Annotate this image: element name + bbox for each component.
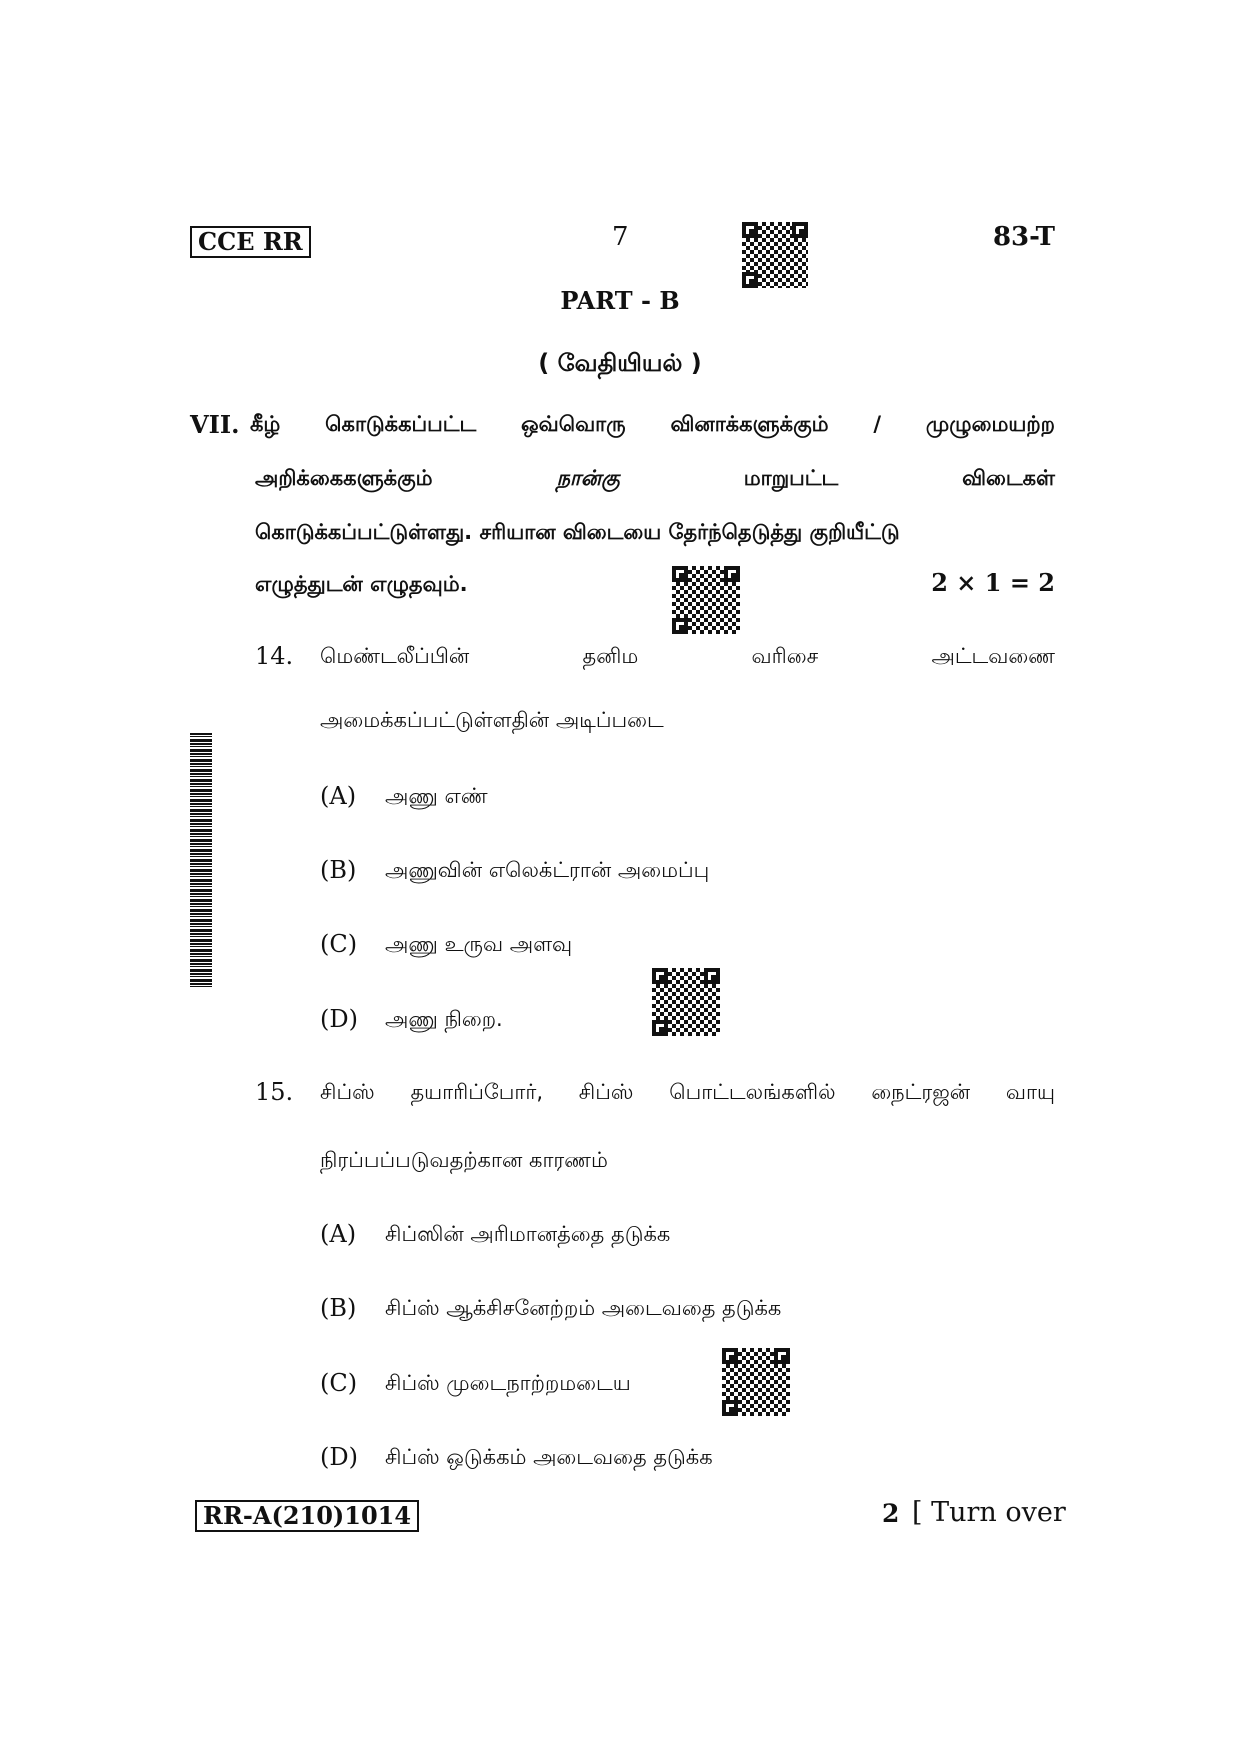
page-number: 7 bbox=[612, 222, 629, 252]
option-text: சிப்ஸின் அரிமானத்தை தடுக்க bbox=[385, 1222, 671, 1246]
instruction-word-emphasis: நான்கு bbox=[556, 466, 620, 490]
question-word: தயாரிப்போர், bbox=[410, 1080, 543, 1104]
option-label: (A) bbox=[320, 1220, 357, 1248]
option-text: சிப்ஸ் ஆக்சிசனேற்றம் அடைவதை தடுக்க bbox=[385, 1296, 782, 1320]
part-title: PART - B bbox=[560, 286, 680, 315]
question-word: மெண்டலீப்பின் bbox=[320, 644, 470, 668]
section-number: VII. bbox=[190, 410, 240, 439]
question-15-line-2: நிரப்பப்படுவதற்கான காரணம் bbox=[320, 1148, 608, 1172]
option-text: அணு நிறை. bbox=[385, 1007, 503, 1031]
sheet-number: 2 bbox=[882, 1499, 900, 1528]
turn-over-label: [ Turn over bbox=[912, 1497, 1066, 1528]
option-text: சிப்ஸ் முடைநாற்றமடைய bbox=[385, 1371, 631, 1395]
instruction-word: அறிக்கைகளுக்கும் bbox=[255, 466, 433, 490]
subject-title: ( வேதியியல் ) bbox=[538, 349, 702, 377]
instruction-word: கொடுக்கப்பட்ட bbox=[325, 412, 477, 436]
qr-code-question-15 bbox=[722, 1348, 790, 1416]
instruction-word: கீழ் bbox=[250, 412, 281, 436]
question-word: சிப்ஸ் bbox=[320, 1080, 375, 1104]
paper-code: 83-T bbox=[992, 222, 1055, 252]
option-label: (A) bbox=[320, 782, 357, 810]
question-14-line-2: அமைக்கப்பட்டுள்ளதின் அடிப்படை bbox=[320, 708, 664, 732]
instruction-word: ஒவ்வொரு bbox=[521, 412, 626, 436]
section-instruction-line-2 bbox=[255, 466, 1055, 493]
qr-code-section bbox=[672, 566, 740, 634]
option-label: (D) bbox=[320, 1005, 358, 1033]
instruction-word: வினாக்களுக்கும் bbox=[670, 412, 829, 436]
question-15-line-1 bbox=[320, 1080, 1055, 1107]
option-label: (C) bbox=[320, 1369, 358, 1397]
instruction-word: / bbox=[873, 412, 882, 436]
option-text: அணுவின் எலெக்ட்ரான் அமைப்பு bbox=[385, 858, 710, 882]
option-label: (D) bbox=[320, 1443, 358, 1471]
instruction-word: விடைகள் bbox=[962, 466, 1055, 490]
section-instruction-line-1 bbox=[250, 412, 1055, 439]
option-text: சிப்ஸ் ஒடுக்கம் அடைவதை தடுக்க bbox=[385, 1445, 713, 1469]
option-text: அணு எண் bbox=[385, 784, 488, 808]
question-number: 15. bbox=[255, 1078, 294, 1106]
question-word: தனிம bbox=[582, 644, 639, 668]
instruction-word: முழுமையற்ற bbox=[925, 412, 1055, 436]
question-word: வாயு bbox=[1005, 1080, 1055, 1104]
question-word: நைட்ரஜன் bbox=[871, 1080, 971, 1104]
option-label: (C) bbox=[320, 930, 358, 958]
section-marks: 2 × 1 = 2 bbox=[931, 568, 1055, 597]
question-word: அட்டவணை bbox=[931, 644, 1055, 668]
option-label: (B) bbox=[320, 1294, 357, 1322]
option-label: (B) bbox=[320, 856, 357, 884]
question-number: 14. bbox=[255, 642, 294, 670]
option-text: அணு உருவ அளவு bbox=[385, 932, 573, 956]
instruction-word: மாறுபட்ட bbox=[743, 466, 839, 490]
question-word: பொட்டலங்களில் bbox=[669, 1080, 836, 1104]
qr-code-header bbox=[742, 222, 808, 288]
question-14-line-1 bbox=[320, 644, 1055, 671]
section-instruction-line-3: கொடுக்கப்பட்டுள்ளது. சரியான விடையை தேர்ந்தெடுத்து குறியீட்டு bbox=[255, 520, 900, 544]
question-word: வரிசை bbox=[751, 644, 819, 668]
section-instruction-line-4: எழுத்துடன் எழுதவும். bbox=[255, 572, 468, 596]
qr-code-question-14 bbox=[652, 968, 720, 1036]
header-code-box: CCE RR bbox=[190, 226, 311, 258]
footer-code-box: RR-A(210)1014 bbox=[195, 1500, 419, 1532]
barcode bbox=[190, 733, 212, 988]
question-word: சிப்ஸ் bbox=[578, 1080, 634, 1104]
